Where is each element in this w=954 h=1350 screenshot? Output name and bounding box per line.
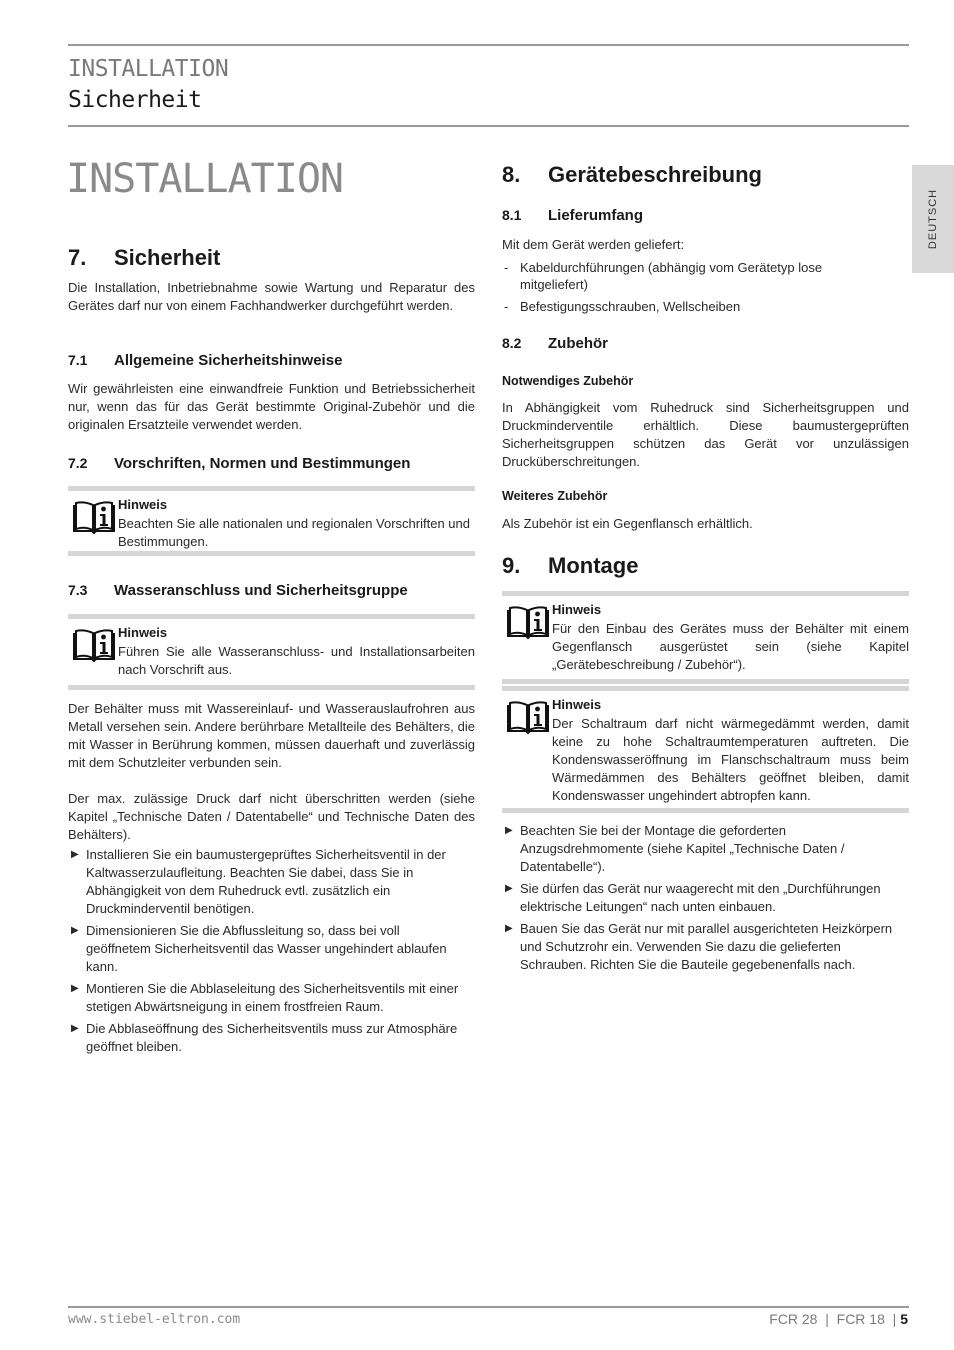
section-8-2-title: Zubehör: [548, 335, 608, 352]
required-accessories-heading: Notwendiges Zubehör: [502, 374, 634, 388]
info-book-icon: [506, 604, 550, 640]
footer-page-info: [769, 1311, 908, 1327]
required-accessories-text: In Abhängigkeit vom Ruhedruck sind Sicherheitsgruppen und Druckminderventile erhältlich. Diese baumustergeprüften Sicherheitsgruppen schützen das Gerät vor unzulässigen Drucküberschreitungen.: [502, 400, 909, 469]
list-item: - Kabeldurchführungen (abhängig vom Gerätetyp lose mitgeliefert): [502, 259, 882, 293]
page-title: INSTALLATION: [66, 156, 343, 202]
section-7-1-body: Wir gewährleisten eine einwandfreie Funktion und Betriebssicherheit nur, wenn das für das Gerät bestimmte Original-Zubehör und die originalen Ersatzteile verwendet werden.: [68, 381, 475, 432]
section-7-3-number: 7.3: [68, 582, 88, 598]
section-7-1-title: Allgemeine Sicherheitshinweise: [114, 352, 343, 369]
section-9-number: 9.: [502, 553, 521, 578]
section-7-body: Die Installation, Inbetriebnahme sowie Wartung und Reparatur des Gerätes darf nur von einem Fachhandwerker durchgeführt werden.: [68, 280, 475, 313]
section-8-number: 8.: [502, 162, 521, 187]
list-item: ▶ Beachten Sie bei der Montage die geforderten Anzugsdrehmomente (siehe Kapitel „Technische Daten / Datentabelle“).: [502, 822, 902, 876]
list-item: - Befestigungsschrauben, Wellscheiben: [502, 298, 882, 315]
section-9-heading: [502, 553, 638, 579]
note-7-2-text: Beachten Sie alle nationalen und regionalen Vorschriften und Bestimmungen.: [118, 516, 470, 549]
footer-url: www.stiebel-eltron.com: [68, 1312, 241, 1327]
section-7-3-title: Wasseranschluss und Sicherheitsgruppe: [114, 582, 408, 599]
note-9-switch-room: [502, 686, 909, 813]
section-7-3-bullet-list: [68, 846, 468, 1060]
info-book-icon: [506, 699, 550, 735]
section-9-bullet-list: [502, 822, 902, 978]
section-8-1-number: 8.1: [502, 207, 522, 223]
section-8-2-heading: [502, 335, 608, 352]
footer-models: FCR 28 | FCR 18 |: [769, 1311, 897, 1327]
note-9-flange-title: Hinweis: [552, 602, 602, 617]
note-7-2: [68, 486, 475, 556]
list-item: ▶ Dimensionieren Sie die Abflussleitung so, dass bei voll geöffnetem Sicherheitsventil das Wasser ungehindert ablaufen kann.: [68, 922, 468, 976]
section-7-number: 7.: [68, 245, 87, 270]
further-accessories-heading: Weiteres Zubehör: [502, 489, 608, 503]
note-7-2-title: Hinweis: [118, 497, 168, 512]
section-8-1-heading: [502, 207, 643, 224]
section-9-title: Montage: [548, 553, 639, 578]
section-7-2-title: Vorschriften, Normen und Bestimmungen: [114, 455, 411, 472]
header-bottom-rule: [68, 125, 909, 127]
further-accessories-text: Als Zubehör ist ein Gegenflansch erhältlich.: [502, 516, 753, 531]
note-7-3-title: Hinweis: [118, 625, 168, 640]
section-8-1-title: Lieferumfang: [548, 207, 644, 224]
section-8-2-number: 8.2: [502, 335, 522, 351]
footer-rule: [68, 1306, 909, 1308]
section-7-2-number: 7.2: [68, 455, 88, 471]
note-7-3: [68, 614, 475, 690]
info-book-icon: [72, 499, 116, 535]
header-subsection: Sicherheit: [68, 87, 202, 113]
language-tab: [912, 165, 954, 273]
info-book-icon: [72, 627, 116, 663]
note-9-switch-room-title: Hinweis: [552, 697, 602, 712]
note-9-flange: [502, 591, 909, 684]
section-7-3-heading: [68, 582, 408, 599]
section-8-heading: [502, 162, 762, 188]
section-8-title: Gerätebeschreibung: [548, 162, 762, 187]
section-7-title: Sicherheit: [114, 245, 221, 270]
list-item: ▶ Montieren Sie die Abblaseleitung des Sicherheitsventils mit einer stetigen Abwärtsneigung in einem frostfreien Raum.: [68, 980, 468, 1016]
section-8-1-intro: Mit dem Gerät werden geliefert:: [502, 237, 685, 252]
header-section: INSTALLATION: [68, 56, 229, 82]
delivery-list: [502, 259, 882, 320]
list-item: ▶ Sie dürfen das Gerät nur waagerecht mit den „Durchführungen elektrische Leitungen“ nach unten einbauen.: [502, 880, 902, 916]
section-7-heading: [68, 245, 220, 271]
note-9-switch-room-text: Der Schaltraum darf nicht wärmegedämmt werden, damit keine zu hohe Schaltraumtemperaturen auftreten. Die Kondenswasseröffnung im Flanschschaltraum muss beim Wärmedämmen des Behälters geöffnet bleiben, damit Kondenswasser ungehindert abtropfen kann.: [552, 716, 909, 803]
section-7-1-heading: [68, 352, 342, 369]
section-7-1-number: 7.1: [68, 352, 88, 368]
language-tab-label: DEUTSCH: [927, 188, 939, 250]
page-number: 5: [900, 1311, 908, 1327]
section-7-3-para-2: Der max. zulässige Druck darf nicht überschritten werden (siehe Kapitel „Technische Daten / Datentabelle“ und Technische Daten des Behälters).: [68, 791, 475, 842]
list-item: ▶ Installieren Sie ein baumustergeprüftes Sicherheitsventil in der Kaltwasserzulaufleitung. Beachten Sie dabei, dass Sie in Abhängigkeit von dem Ruhedruck evtl. zusätzlich ein Druckminderventil benötigen.: [68, 846, 468, 918]
section-7-2-heading: [68, 455, 410, 472]
note-9-flange-text: Für den Einbau des Gerätes muss der Behälter mit einem Gegenflansch ausgerüstet sein (siehe Kapitel „Gerätebeschreibung / Zubehör“).: [552, 621, 909, 672]
list-item: ▶ Die Abblaseöffnung des Sicherheitsventils muss zur Atmosphäre geöffnet bleiben.: [68, 1020, 468, 1056]
section-7-3-para-1: Der Behälter muss mit Wassereinlauf- und Wasserauslaufrohren aus Metall versehen sein. Andere berührbare Metallteile des Behälters, die mit Wasser in Berührung kommen, müssen dauerhaft und zuverlässig mit dem Schutzleiter verbunden sein.: [68, 701, 475, 770]
header-top-rule: [68, 44, 909, 46]
note-7-3-text: Führen Sie alle Wasseranschluss- und Installationsarbeiten nach Vorschrift aus.: [118, 644, 475, 677]
list-item: ▶ Bauen Sie das Gerät nur mit parallel ausgerichteten Heizkörpern und Schutzrohr ein. Verwenden Sie dazu die gelieferten Schrauben. Richten Sie die Bauteile gegebenenfalls nach.: [502, 920, 902, 974]
